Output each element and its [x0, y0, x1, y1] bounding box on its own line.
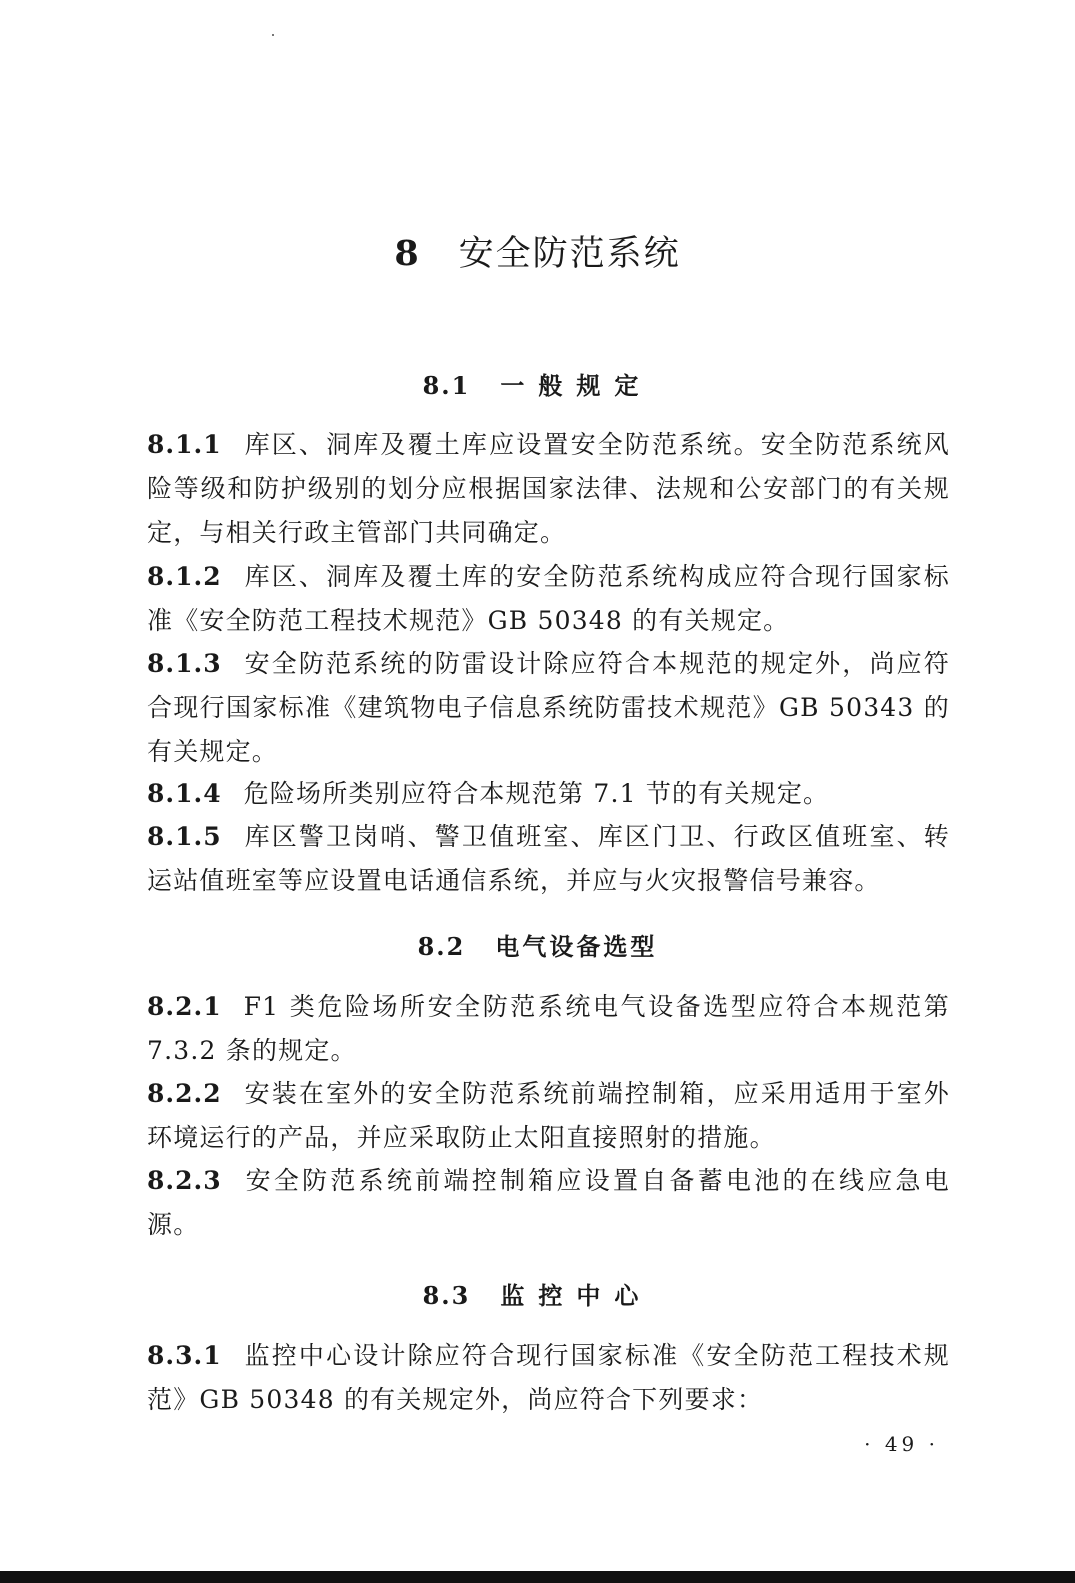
clause-8-1-4: [147, 772, 950, 816]
clause-text: 库区、洞库及覆土库的安全防范系统构成应符合现行国家标准《安全防范工程技术规范》GB 50348 的有关规定。: [147, 562, 950, 635]
clause-text: 监控中心设计除应符合现行国家标准《安全防范工程技术规范》GB 50348 的有关规定外，尚应符合下列要求：: [147, 1341, 950, 1414]
chapter-name: 安全防范系统: [458, 234, 681, 274]
clause-8-1-2: [147, 555, 950, 643]
clause-text: 安全防范系统的防雷设计除应符合本规范的规定外，尚应符合现行国家标准《建筑物电子信息系统防雷技术规范》GB 50343 的有关规定。: [147, 649, 950, 766]
clause-text: 安全防范系统前端控制箱应设置自备蓄电池的在线应急电源。: [147, 1166, 950, 1239]
clause-8-1-3: [147, 642, 950, 774]
clause-8-2-1: [147, 985, 950, 1073]
clause-8-2-2: [147, 1072, 950, 1160]
clause-text: 安装在室外的安全防范系统前端控制箱，应采用适用于室外环境运行的产品，并应采取防止太阳直接照射的措施。: [147, 1079, 950, 1152]
clause-text: F1 类危险场所安全防范系统电气设备选型应符合本规范第 7.3.2 条的规定。: [147, 992, 950, 1065]
clause-text: 危险场所类别应符合本规范第 7.1 节的有关规定。: [243, 779, 830, 808]
clause-number: 8.2.2: [147, 1079, 222, 1108]
scan-bottom-edge: [0, 1571, 1075, 1583]
clause-number: 8.1.2: [147, 562, 222, 591]
section-name: 一般规定: [500, 371, 653, 400]
clause-8-3-1: [147, 1334, 950, 1422]
section-name: 电气设备选型: [495, 932, 658, 961]
clause-number: 8.2.1: [147, 992, 222, 1021]
clause-number: 8.1.4: [147, 779, 222, 808]
clause-8-2-3: [147, 1159, 950, 1247]
clause-number: 8.1.1: [147, 430, 222, 459]
clause-number: 8.2.3: [147, 1166, 222, 1195]
page-number: · 49 ·: [864, 1432, 939, 1456]
chapter-number: 8: [394, 233, 421, 274]
section-heading-8-3: [0, 1276, 1075, 1311]
clause-8-1-5: [147, 815, 950, 903]
clause-text: 库区警卫岗哨、警卫值班室、库区门卫、行政区值班室、转运站值班室等应设置电话通信系统，并应与火灾报警信号兼容。: [147, 822, 950, 895]
section-name: 监控中心: [500, 1281, 653, 1310]
section-number: 8.2: [417, 932, 466, 961]
clause-number: 8.1.3: [147, 649, 222, 678]
scan-speck: [272, 34, 274, 36]
section-heading-8-2: [0, 927, 1075, 962]
clause-number: 8.3.1: [147, 1341, 222, 1370]
clause-text: 库区、洞库及覆土库应设置安全防范系统。安全防范系统风险等级和防护级别的划分应根据国家法律、法规和公安部门的有关规定，与相关行政主管部门共同确定。: [147, 430, 950, 547]
section-number: 8.1: [422, 371, 471, 400]
clause-number: 8.1.5: [147, 822, 222, 851]
chapter-title: [0, 226, 1075, 276]
clause-8-1-1: [147, 423, 950, 555]
section-heading-8-1: [0, 366, 1075, 401]
section-number: 8.3: [422, 1281, 471, 1310]
